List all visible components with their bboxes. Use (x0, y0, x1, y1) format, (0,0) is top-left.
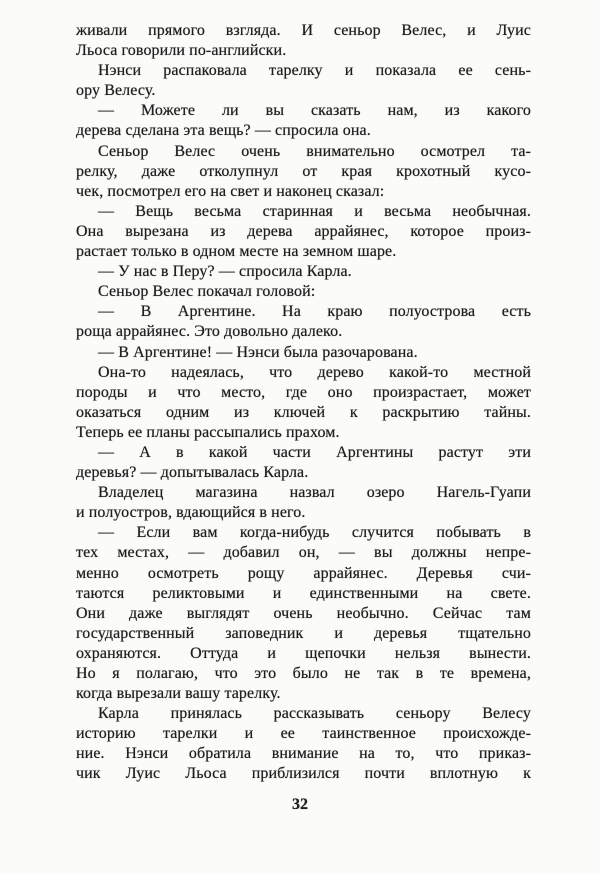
text-line: ору Велесу. (76, 82, 156, 100)
text-line: Она вырезана из дерева аррайянес, которое произ- (76, 222, 531, 240)
text-line: — В Аргентине. На краю полуострова есть (98, 303, 531, 321)
text-line: когда вырезали вашу тарелку. (76, 685, 281, 703)
paragraph (76, 363, 531, 443)
text-line: роща аррайянес. Это довольно далеко. (76, 323, 343, 341)
text-line: охраняются. Оттуда и щепочки нельзя вынести. (76, 644, 531, 662)
text-line: Но я полагаю, что это было не так в те времена, (76, 665, 531, 682)
text-line: — Можете ли вы сказать нам, из какого (98, 102, 531, 120)
text-line: Теперь ее планы рассыпались прахом. (76, 423, 340, 441)
text-line: оказаться одним из ключей к раскрытию тайны. (76, 403, 531, 421)
paragraph (76, 61, 531, 101)
text-line: дерева сделана эта вещь? — спросила она. (76, 122, 371, 140)
page-text (76, 21, 531, 785)
paragraph (76, 443, 531, 483)
text-line: — Если вам когда-нибудь случится побывать в (98, 524, 531, 542)
text-line: растает только в одном месте на земном шаре. (76, 243, 397, 261)
paragraph (76, 142, 531, 202)
text-line: породы и что место, где оно произрастает, может (76, 383, 531, 401)
text-line: релку, даже отколупнул от края крохотный кусо- (76, 162, 531, 180)
paragraph (76, 704, 531, 784)
paragraph (76, 302, 531, 342)
paragraph (76, 282, 531, 302)
text-line: Нэнси распаковала тарелку и показала ее сень- (98, 62, 531, 80)
text-line: Они даже выглядят очень необычно. Сейчас там (76, 604, 531, 622)
text-line: живали прямого взгляда. И сеньор Велес, и Луис (76, 22, 531, 39)
text-line: — А в какой части Аргентины растут эти (98, 443, 531, 461)
paragraph (76, 101, 531, 141)
text-line: — В Аргентине! — Нэнси была разочарована. (98, 343, 418, 361)
paragraph (76, 21, 531, 61)
text-line: ние. Нэнси обратила внимание на то, что приказ- (76, 745, 531, 763)
paragraph (76, 343, 531, 363)
text-line: Сеньор Велес очень внимательно осмотрел та- (98, 142, 531, 160)
text-line: Сеньор Велес покачал головой: (98, 283, 316, 301)
paragraph (76, 202, 531, 262)
text-line: тех местах, — добавил он, — вы должны непре- (76, 544, 531, 562)
text-line: таются реликтовыми и единственными на свете. (76, 584, 531, 602)
text-line: Владелец магазина назвал озеро Нагель-Гуапи (98, 484, 531, 502)
page-number: 32 (292, 796, 308, 813)
paragraph (76, 523, 531, 704)
text-line: Карла принялась рассказывать сеньору Велесу (98, 705, 531, 723)
text-line: и полуостров, вдающийся в него. (76, 504, 306, 522)
text-line: Льоса говорили по-английски. (76, 42, 287, 60)
text-line: — Вещь весьма старинная и весьма необычная. (98, 202, 531, 220)
text-line: чек, посмотрел его на свет и наконец сказал: (76, 182, 385, 200)
text-line: Она-то надеялась, что дерево какой-то местной (98, 363, 531, 381)
paragraph (76, 483, 531, 523)
text-line: историю тарелки и ее таинственное происхожде- (76, 725, 531, 743)
paragraph (76, 262, 531, 282)
text-line: деревья? — допытывалась Карла. (76, 464, 309, 482)
text-line: — У нас в Перу? — спросила Карла. (98, 263, 352, 281)
text-line: чик Луис Льоса приблизился почти вплотную к (76, 765, 531, 783)
text-line: менно осмотреть рощу аррайянес. Деревья счи- (76, 564, 531, 582)
text-line: государственный заповедник и деревья тщательно (76, 624, 531, 642)
